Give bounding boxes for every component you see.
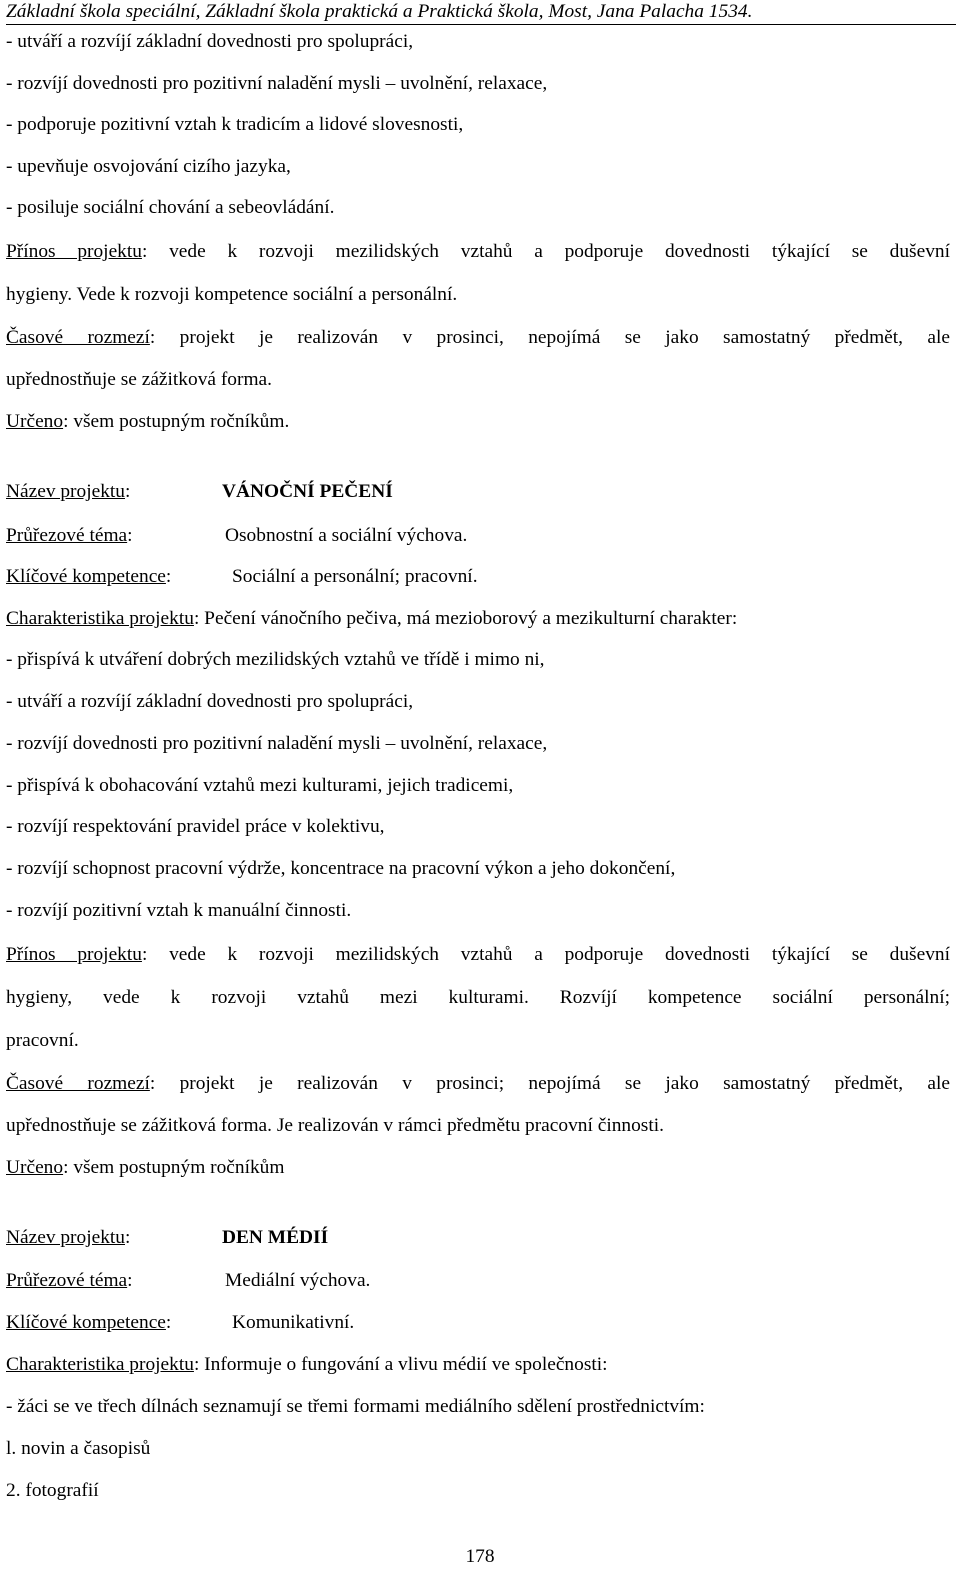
charakteristika-label: Charakteristika projektu [6,1354,194,1375]
prinos-paragraph-line: hygieny, vede k rozvoji vztahů mezi kulturami. Rozvíjí kompetence sociální personální; [6,987,950,1008]
casove-label: Časové rozmezí [6,1073,150,1094]
urceno-label: Určeno [6,411,64,432]
charakteristika-label: Charakteristika projektu [6,608,194,629]
kompetence-label: Klíčové kompetence [6,566,166,587]
list-item: - rozvíjí dovednosti pro pozitivní naladění mysli – uvolnění, relaxace, [6,73,548,94]
project-title: DEN MÉDIÍ [222,1227,329,1248]
charakteristika-line: Charakteristika projektu: Informuje o fungování a vlivu médií ve společnosti: [6,1354,608,1375]
project-title: VÁNOČNÍ PEČENÍ [222,481,393,502]
list-item: - utváří a rozvíjí základní dovednosti pro spolupráci, [6,31,414,52]
casove-paragraph-line: Časové rozmezí: projekt je realizován v prosinci, nepojímá se jako samostatný předmět, ale [6,327,951,348]
tema-label-line: Průřezové téma: [6,525,133,546]
urceno-line: Určeno: všem postupným ročníkům. [6,411,290,432]
prinos-paragraph-line: Přínos projektu: vede k rozvoji mezilidských vztahů a podporuje dovednosti týkající se duševní [6,944,950,965]
casove-label: Časové rozmezí [6,327,150,348]
casove-paragraph-line: Časové rozmezí: projekt je realizován v prosinci; nepojímá se jako samostatný předmět, ale [6,1073,950,1094]
list-item: - přispívá k utváření dobrých mezilidských vztahů ve třídě i mimo ni, [6,649,545,670]
list-item: 2. fotografií [6,1480,99,1501]
kompetence-label-line: Klíčové kompetence: [6,1312,172,1333]
kompetence-value: Komunikativní. [232,1312,355,1333]
page-header: Základní škola speciální, Základní škola praktická a Praktická škola, Most, Jana Palacha 1534. [6,0,956,25]
list-item: - rozvíjí dovednosti pro pozitivní naladění mysli – uvolnění, relaxace, [6,733,548,754]
kompetence-label-line: Klíčové kompetence: [6,566,172,587]
list-item: - žáci se ve třech dílnách seznamují se třemi formami mediálního sdělení prostřednictvím: [6,1396,705,1417]
tema-value: Mediální výchova. [225,1270,371,1291]
list-item: - rozvíjí respektování pravidel práce v kolektivu, [6,816,385,837]
list-item: - upevňuje osvojování cizího jazyka, [6,156,291,177]
list-item: - posiluje sociální chování a sebeovládání. [6,197,335,218]
page-number: 178 [465,1546,495,1567]
tema-label: Průřezové téma [6,1270,128,1291]
casove-paragraph-line: upřednostňuje se zážitková forma. Je realizován v rámci předmětu pracovní činnosti. [6,1115,664,1136]
prinos-label: Přínos projektu [6,944,142,965]
list-item: - přispívá k obohacování vztahů mezi kulturami, jejich tradicemi, [6,775,514,796]
list-item: l. novin a časopisů [6,1438,151,1459]
kompetence-value: Sociální a personální; pracovní. [232,566,478,587]
tema-label-line: Průřezové téma: [6,1270,133,1291]
tema-label: Průřezové téma [6,525,128,546]
charakteristika-line: Charakteristika projektu: Pečení vánočního pečiva, má mezioborový a mezikulturní charakter: [6,608,738,629]
casove-paragraph-line: upřednostňuje se zážitková forma. [6,369,272,390]
kompetence-label: Klíčové kompetence [6,1312,166,1333]
urceno-line: Určeno: všem postupným ročníkům [6,1157,285,1178]
nazev-label: Název projektu [6,1227,125,1248]
urceno-label: Určeno [6,1157,64,1178]
nazev-label: Název projektu [6,481,125,502]
tema-value: Osobnostní a sociální výchova. [225,525,468,546]
list-item: - utváří a rozvíjí základní dovednosti pro spolupráci, [6,691,414,712]
list-item: - rozvíjí schopnost pracovní výdrže, koncentrace na pracovní výkon a jeho dokončení, [6,858,676,879]
prinos-paragraph-line: pracovní. [6,1030,79,1051]
list-item: - podporuje pozitivní vztah k tradicím a lidové slovesnosti, [6,114,464,135]
nazev-label-line: Název projektu: [6,1227,131,1248]
prinos-label: Přínos projektu [6,241,142,262]
nazev-label-line: Název projektu: [6,481,131,502]
prinos-paragraph-line: Přínos projektu: vede k rozvoji mezilidských vztahů a podporuje dovednosti týkající se duševní [6,241,950,262]
prinos-paragraph-line: hygieny. Vede k rozvoji kompetence sociální a personální. [6,284,458,305]
list-item: - rozvíjí pozitivní vztah k manuální činnosti. [6,900,352,921]
